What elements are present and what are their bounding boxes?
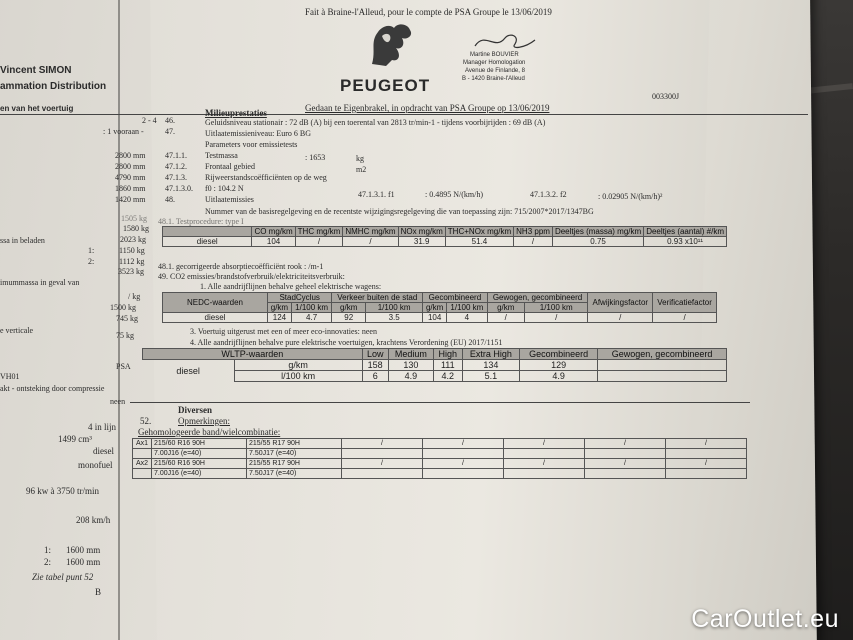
eco-line: 3. Voertuig uitgerust met een of meer eco-innovaties: neen bbox=[190, 327, 377, 336]
mass-2: 1580 kg bbox=[123, 224, 149, 233]
testmassa-unit: kg bbox=[356, 154, 364, 163]
tyre-1r-c3 bbox=[342, 449, 423, 459]
mass-6: 3523 kg bbox=[118, 267, 144, 276]
val-4712: 2800 mm bbox=[115, 162, 146, 171]
wltp-r2-high: 4.2 bbox=[433, 371, 462, 382]
tyre-2r-c3 bbox=[342, 469, 423, 479]
emis-thcnox: 51.4 bbox=[445, 237, 513, 247]
emis-h-nmhc: NMHC mg/km bbox=[343, 227, 398, 237]
tabel-ref: Zie tabel punt 52 bbox=[32, 572, 94, 582]
num-4711: 47.1.1. bbox=[165, 151, 187, 160]
emis-h-co: CO mg/km bbox=[252, 227, 295, 237]
signer-role: Manager Homologation bbox=[463, 60, 526, 66]
emis-h-pm: Deeltjes (massa) mg/km bbox=[552, 227, 643, 237]
f1-value: : 0.4895 N/(km/h) bbox=[425, 190, 483, 199]
nedc-title: NEDC-waarden bbox=[163, 293, 268, 313]
beladen-label: ssa in beladen bbox=[0, 236, 45, 245]
tyre-1b-rim: 7.50J17 (e=40) bbox=[247, 449, 342, 459]
tyre-2r-c4 bbox=[423, 469, 504, 479]
val-48: 1420 mm bbox=[115, 195, 146, 204]
alle4-line: 4. Alle aandrijflijnen behalve pure elektrische voertuigen, krachtens Verordening (EU) 2017/1151 bbox=[190, 338, 503, 347]
emis-pn: 0.93 x10¹¹ bbox=[644, 237, 727, 247]
val-47: : 1 vooraan - bbox=[103, 127, 144, 136]
uitlaat-line: Uitlaatemissieniveau: Euro 6 BG bbox=[205, 129, 311, 138]
wltp-r1-medium: 130 bbox=[388, 360, 433, 371]
milieu-heading: Milieuprestaties bbox=[205, 108, 267, 118]
axle-1-track: 1600 mm bbox=[66, 545, 101, 555]
nedc-g-verificatie: Verificatiefactor bbox=[653, 293, 717, 313]
nedc-v2: 4.7 bbox=[291, 313, 332, 323]
wltp-r2-low: 6 bbox=[362, 371, 388, 382]
co2-line: 49. CO2 emissies/brandstofverbruik/elektriciteitsverbruik: bbox=[158, 272, 345, 281]
tyre-2-c6: / bbox=[585, 459, 666, 469]
geluid-line: Geluidsniveau stationair : 72 dB (A) bij een toerental van 2813 tr/min-1 - tijdens voorbijrijden : 69 dB (A) bbox=[205, 118, 546, 127]
mass-10: 75 kg bbox=[116, 331, 134, 340]
fuel-type: diesel bbox=[93, 446, 114, 456]
f0-value: f0 : 104.2 N bbox=[205, 184, 244, 193]
axle-2-label: 2: bbox=[44, 557, 52, 567]
nedc-v5: 104 bbox=[423, 313, 447, 323]
signature bbox=[470, 26, 540, 54]
signer-city: B - 1420 Braine-l'Alleud bbox=[462, 76, 525, 82]
f2-value: : 0.02905 N/(km/h)² bbox=[598, 192, 663, 201]
emis-thc: / bbox=[295, 237, 343, 247]
wltp-fuel: diesel bbox=[176, 365, 200, 376]
emis-co: 104 bbox=[252, 237, 295, 247]
nedc-g-buiten: Verkeer buiten de stad bbox=[332, 293, 423, 303]
diversen-rule bbox=[130, 402, 750, 403]
tyre-2r-c6 bbox=[585, 469, 666, 479]
val-47130: 1860 mm bbox=[115, 184, 146, 193]
header-rule bbox=[0, 114, 808, 115]
tyre-idx-1: Ax1 bbox=[133, 439, 152, 449]
f2-label: 47.1.3.2. f2 bbox=[530, 190, 567, 199]
testmassa-value: : 1653 bbox=[305, 153, 326, 162]
mass-label-1: 1: bbox=[88, 246, 95, 255]
frontaal-unit: m2 bbox=[356, 165, 367, 174]
tyre-1b: 215/55 R17 90H bbox=[247, 439, 342, 449]
val-4711: 2800 mm bbox=[115, 151, 146, 160]
nedc-u8: 1/100 km bbox=[524, 303, 587, 313]
owner-name: Vincent SIMON bbox=[0, 65, 72, 76]
wltp-r1-low: 158 bbox=[362, 360, 388, 371]
nedc-u6: 1/100 km bbox=[447, 303, 488, 313]
nedc-table bbox=[162, 292, 717, 323]
nedc-g-afwijking: Afwijkingsfactor bbox=[588, 293, 653, 313]
wltp-unit-1: g/km bbox=[234, 360, 362, 371]
nedc-v4: 3.5 bbox=[366, 313, 423, 323]
geval-label: imummassa in geval van bbox=[0, 278, 80, 287]
axle-1-label: 1: bbox=[44, 545, 52, 555]
tyre-2-c5: / bbox=[504, 459, 585, 469]
nummer-line: Nummer van de basisregelgeving en de recentste wijzigingsregelgeving die van toepassing zijn: 715/2007*2017/1347BG bbox=[205, 207, 594, 216]
nedc-g-gecomb: Gecombineerd bbox=[423, 293, 487, 303]
mass-1: 1505 kg bbox=[121, 214, 147, 223]
tyre-1-c5: / bbox=[504, 439, 585, 449]
num-4713: 47.1.3. bbox=[165, 173, 187, 182]
num-4712: 47.1.2. bbox=[165, 162, 187, 171]
wltp-c-extrahigh: Extra High bbox=[462, 349, 519, 360]
emis-fuel: diesel bbox=[163, 237, 252, 247]
frontaal-label: Frontaal gebied bbox=[205, 162, 255, 171]
mass-8: 1500 kg bbox=[110, 303, 136, 312]
nedc-v8: / bbox=[524, 313, 587, 323]
f1-label: 47.1.3.1. f1 bbox=[358, 190, 395, 199]
wltp-r2-gewogen bbox=[598, 371, 727, 382]
nedc-u2: 1/100 km bbox=[291, 303, 332, 313]
emis-nmhc: / bbox=[343, 237, 398, 247]
manufacturer: PSA bbox=[116, 362, 131, 371]
wltp-c-medium: Medium bbox=[388, 349, 433, 360]
tyre-1r-c7 bbox=[666, 449, 747, 459]
emis-nox: 31.9 bbox=[398, 237, 445, 247]
emissions-table bbox=[162, 226, 727, 247]
mass-5: 1112 kg bbox=[119, 257, 145, 266]
displacement: 1499 cm³ bbox=[58, 434, 92, 444]
wltp-c-gecomb: Gecombineerd bbox=[520, 349, 598, 360]
tyre-2-c3: / bbox=[342, 459, 423, 469]
wltp-r2-gecomb: 4.9 bbox=[520, 371, 598, 382]
vh-code: VH01 bbox=[0, 372, 20, 381]
document-ref: 003300J bbox=[652, 92, 680, 101]
engine-power: 96 kw à 3750 tr/min bbox=[26, 486, 99, 496]
signer-address: Avenue de Finlande, 8 bbox=[465, 68, 525, 74]
wltp-title: WLTP-waarden bbox=[143, 349, 363, 360]
wltp-r2-medium: 4.9 bbox=[388, 371, 433, 382]
nedc-u1: g/km bbox=[268, 303, 292, 313]
tyre-1-c4: / bbox=[423, 439, 504, 449]
nedc-fuel: diesel bbox=[163, 313, 268, 323]
tyre-2b-rim: 7.50J17 (e=40) bbox=[247, 469, 342, 479]
nedc-u7: g/km bbox=[487, 303, 524, 313]
nedc-g-stad: StadCyclus bbox=[268, 293, 332, 303]
mass-label-2: 2: bbox=[88, 257, 95, 266]
voertuig-heading: en van het voertuig bbox=[0, 104, 74, 113]
tyre-idx-1b bbox=[133, 449, 152, 459]
mass-4: 1150 kg bbox=[119, 246, 145, 255]
axle-2-track: 1600 mm bbox=[66, 557, 101, 567]
nedc-u5: g/km bbox=[423, 303, 447, 313]
absorptie-line: 48.1. gecorrigeerde absorptiecoëfficiënt rook : /m-1 bbox=[158, 262, 324, 271]
tyre-2r-c5 bbox=[504, 469, 585, 479]
ontsteking-label: akt - ontsteking door compressie bbox=[0, 384, 105, 393]
fuel-system: monofuel bbox=[78, 460, 113, 470]
nedc-v7: / bbox=[487, 313, 524, 323]
tyre-2b: 215/55 R17 90H bbox=[247, 459, 342, 469]
wltp-unit-2: l/100 km bbox=[234, 371, 362, 382]
num-46: 46. bbox=[165, 116, 175, 125]
param-line: Parameters voor emissietests bbox=[205, 140, 298, 149]
nedc-v10: / bbox=[653, 313, 717, 323]
tyre-1-c3: / bbox=[342, 439, 423, 449]
banden-label: Gehomologeerde band/wielcombinatie: bbox=[138, 427, 281, 437]
diversen-heading: Diversen bbox=[178, 405, 212, 415]
tyre-2-c4: / bbox=[423, 459, 504, 469]
tyre-1r-c4 bbox=[423, 449, 504, 459]
emis-corner bbox=[163, 227, 252, 237]
emis-nh3: / bbox=[514, 237, 553, 247]
tyre-2r-c7 bbox=[666, 469, 747, 479]
nedc-v9: / bbox=[588, 313, 653, 323]
tyre-idx-2: Ax2 bbox=[133, 459, 152, 469]
emis-h-nh3: NH3 ppm bbox=[514, 227, 553, 237]
wltp-c-gewogen: Gewogen, gecombineerd bbox=[598, 349, 727, 360]
val-46: 2 - 4 bbox=[142, 116, 157, 125]
alle1-line: 1. Alle aandrijflijnen behalve geheel elektrische wagens: bbox=[200, 282, 382, 291]
watermark: CarOutlet.eu bbox=[691, 605, 839, 633]
wltp-r1-extrahigh: 134 bbox=[462, 360, 519, 371]
wltp-r1-gewogen bbox=[598, 360, 727, 371]
nedc-u4: 1/100 km bbox=[366, 303, 423, 313]
num-48: 48. bbox=[165, 195, 175, 204]
emis-pm: 0.75 bbox=[552, 237, 643, 247]
nedc-v3: 92 bbox=[332, 313, 366, 323]
testprocedure-line: 48.1. Testprocedure: type I bbox=[158, 217, 244, 226]
tyre-1-c6: / bbox=[585, 439, 666, 449]
company-name: ammation Distribution bbox=[0, 81, 107, 92]
nedc-u3: g/km bbox=[332, 303, 366, 313]
n52-label: 52. bbox=[140, 416, 152, 426]
tyre-1a: 215/60 R16 90H bbox=[152, 439, 247, 449]
gedaan-line: Gedaan te Eigenbrakel, in opdracht van PSA Groupe op 13/06/2019 bbox=[305, 103, 550, 113]
nedc-v1: 124 bbox=[268, 313, 292, 323]
wltp-r1-gecomb: 129 bbox=[520, 360, 598, 371]
mass-7: / kg bbox=[128, 292, 141, 301]
tyre-1a-rim: 7.00J16 (e=40) bbox=[152, 449, 247, 459]
nedc-g-gewogen: Gewogen, gecombineerd bbox=[487, 293, 588, 303]
tyre-1-c7: / bbox=[666, 439, 747, 449]
wltp-r2-extrahigh: 5.1 bbox=[462, 371, 519, 382]
cylinders: 4 in lijn bbox=[88, 422, 117, 432]
tyre-2a-rim: 7.00J16 (e=40) bbox=[152, 469, 247, 479]
num-47130: 47.1.3.0. bbox=[165, 184, 193, 193]
wltp-table bbox=[142, 348, 727, 382]
neen-value: neen bbox=[110, 397, 126, 406]
emis-h-thc: THC mg/km bbox=[295, 227, 343, 237]
tyre-2-c7: / bbox=[666, 459, 747, 469]
wltp-c-high: High bbox=[433, 349, 462, 360]
testmassa-label: Testmassa bbox=[205, 151, 238, 160]
tyre-1r-c5 bbox=[504, 449, 585, 459]
nedc-v6: 4 bbox=[447, 313, 488, 323]
max-speed: 208 km/h bbox=[76, 515, 111, 525]
num-47: 47. bbox=[165, 127, 175, 136]
uitlaatemissies-label: Uitlaatemissies bbox=[205, 195, 254, 204]
tyre-idx-2b bbox=[133, 469, 152, 479]
emis-h-pn: Deeltjes (aantal) #/km bbox=[644, 227, 727, 237]
val-4713: 4790 mm bbox=[115, 173, 146, 182]
opmerkingen-label: Opmerkingen: bbox=[178, 416, 230, 426]
emis-h-nox: NOx mg/km bbox=[398, 227, 445, 237]
wltp-r1-high: 111 bbox=[433, 360, 462, 371]
mass-3: 2023 kg bbox=[120, 235, 146, 244]
tyre-1r-c6 bbox=[585, 449, 666, 459]
fait-line: Fait à Braine-l'Alleud, pour le compte de PSA Groupe le 13/06/2019 bbox=[305, 7, 552, 17]
tyre-table bbox=[132, 438, 747, 479]
brand-name: PEUGEOT bbox=[340, 76, 431, 95]
peugeot-lion-logo bbox=[362, 20, 424, 68]
wltp-c-low: Low bbox=[362, 349, 388, 360]
tyre-2a: 215/60 R16 90H bbox=[152, 459, 247, 469]
rijweer-label: Rijweerstandscoëfficiënten op de weg bbox=[205, 173, 327, 182]
emis-h-thcnox: THC+NOx mg/km bbox=[445, 227, 513, 237]
mass-9: 745 kg bbox=[116, 314, 138, 323]
signer-name: Martine BOUVIER bbox=[470, 52, 519, 58]
verticale-label: e verticale bbox=[0, 326, 34, 335]
class-b: B bbox=[95, 587, 102, 597]
